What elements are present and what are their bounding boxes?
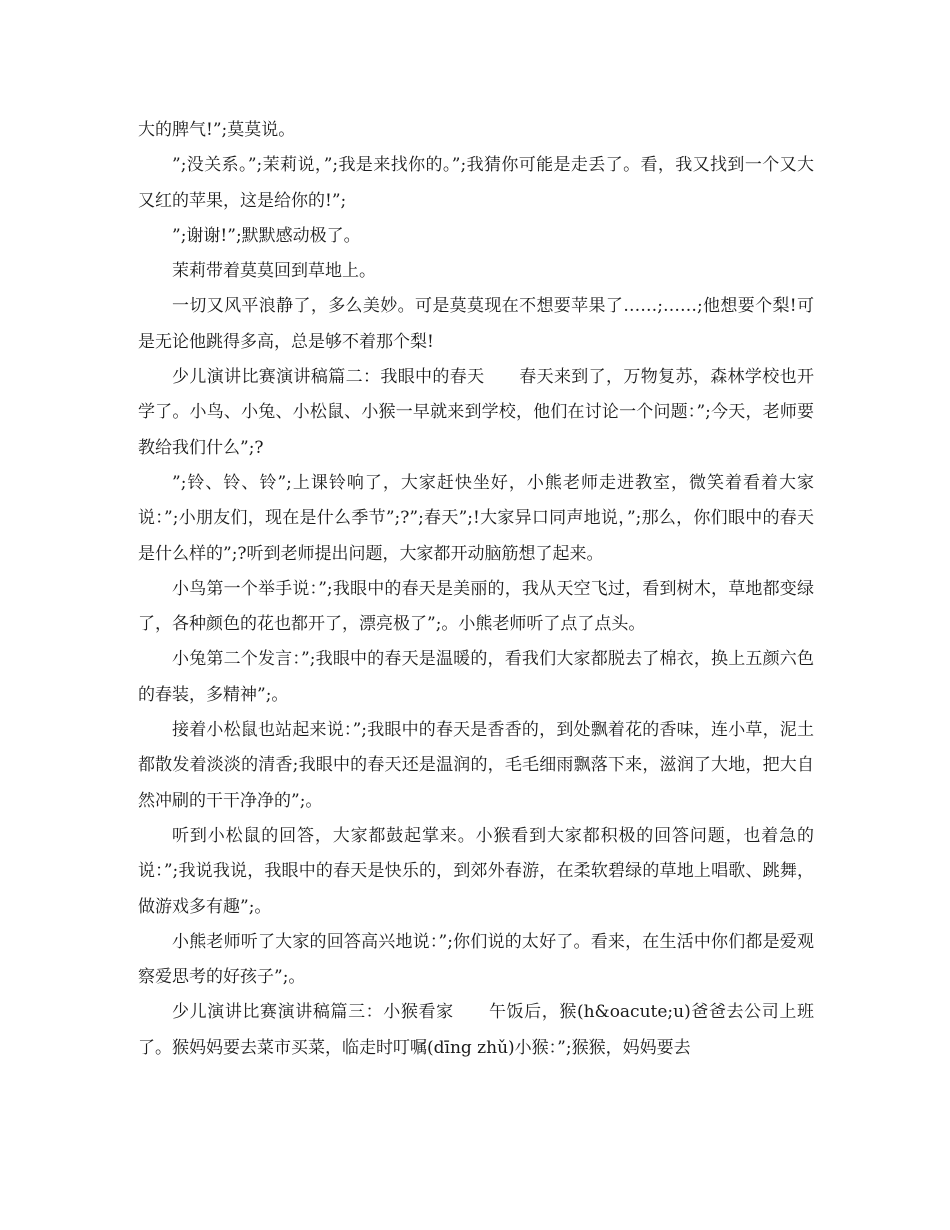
paragraph: 小鸟第一个举手说：”;我眼中的春天是美丽的，我从天空飞过，看到树木，草地都变绿了，各种颜色的花也都开了，漂亮极了”;。小熊老师听了点了点头。 bbox=[138, 578, 814, 635]
paragraph: ”;谢谢!”;默默感动极了。 bbox=[172, 225, 361, 246]
paragraph: ”;铃、铃、铃”;上课铃响了，大家赶快坐好，小熊老师走进教室，微笑着看着大家说：”;小朋友们，现在是什么季节”;?”;春天”;!大家异口同声地说，”;那么，你们眼中的春天是什么样的”;?听到老师提出问题，大家都开动脑筋想了起来。 bbox=[138, 472, 814, 564]
paragraph: ”;没关系。”;茉莉说，”;我是来找你的。”;我猜你可能是走丢了。看，我又找到一个又大又红的苹果，这是给你的!”; bbox=[138, 155, 814, 211]
paragraph: 一切又风平浪静了，多么美妙。可是莫莫现在不想要苹果了……;……;他想要个梨!可是无论他跳得多高，总是够不着那个梨! bbox=[138, 296, 814, 352]
paragraph: 大的脾气!”;莫莫说。 bbox=[138, 120, 296, 140]
paragraph: 小熊老师听了大家的回答高兴地说：”;你们说的太好了。看来，在生活中你们都是爱观察爱思考的好孩子”;。 bbox=[138, 931, 814, 988]
paragraph: 少儿演讲比赛演讲稿篇三：小猴看家 午饭后，猴(h&oacute;u)爸爸去公司上班了。猴妈妈要去菜市买菜，临走时叮嘱(dīng zhǔ)小猴：”;猴猴，妈妈要去 bbox=[138, 1002, 814, 1058]
paragraph: 听到小松鼠的回答，大家都鼓起掌来。小猴看到大家都积极的回答问题，也着急的说：”;我说我说，我眼中的春天是快乐的，到郊外春游，在柔软碧绿的草地上唱歌、跳舞，做游戏多有趣”;。 bbox=[138, 825, 814, 917]
document-page bbox=[138, 113, 814, 1066]
paragraph: 少儿演讲比赛演讲稿篇二：我眼中的春天 春天来到了，万物复苏，森林学校也开学了。小鸟、小兔、小松鼠、小猴一早就来到学校，他们在讨论一个问题：”;今天，老师要教给我们什么”;? bbox=[138, 367, 814, 458]
paragraph: 小兔第二个发言：”;我眼中的春天是温暖的，看我们大家都脱去了棉衣，换上五颜六色的春装，多精神”;。 bbox=[138, 649, 814, 705]
paragraph: 接着小松鼠也站起来说：”;我眼中的春天是香香的，到处飘着花的香味，连小草，泥土都散发着淡淡的清香;我眼中的春天还是温润的，毛毛细雨飘落下来，滋润了大地，把大自然冲刷的干干净净的”;。 bbox=[138, 720, 814, 811]
paragraph: 茉莉带着莫莫回到草地上。 bbox=[172, 261, 376, 282]
